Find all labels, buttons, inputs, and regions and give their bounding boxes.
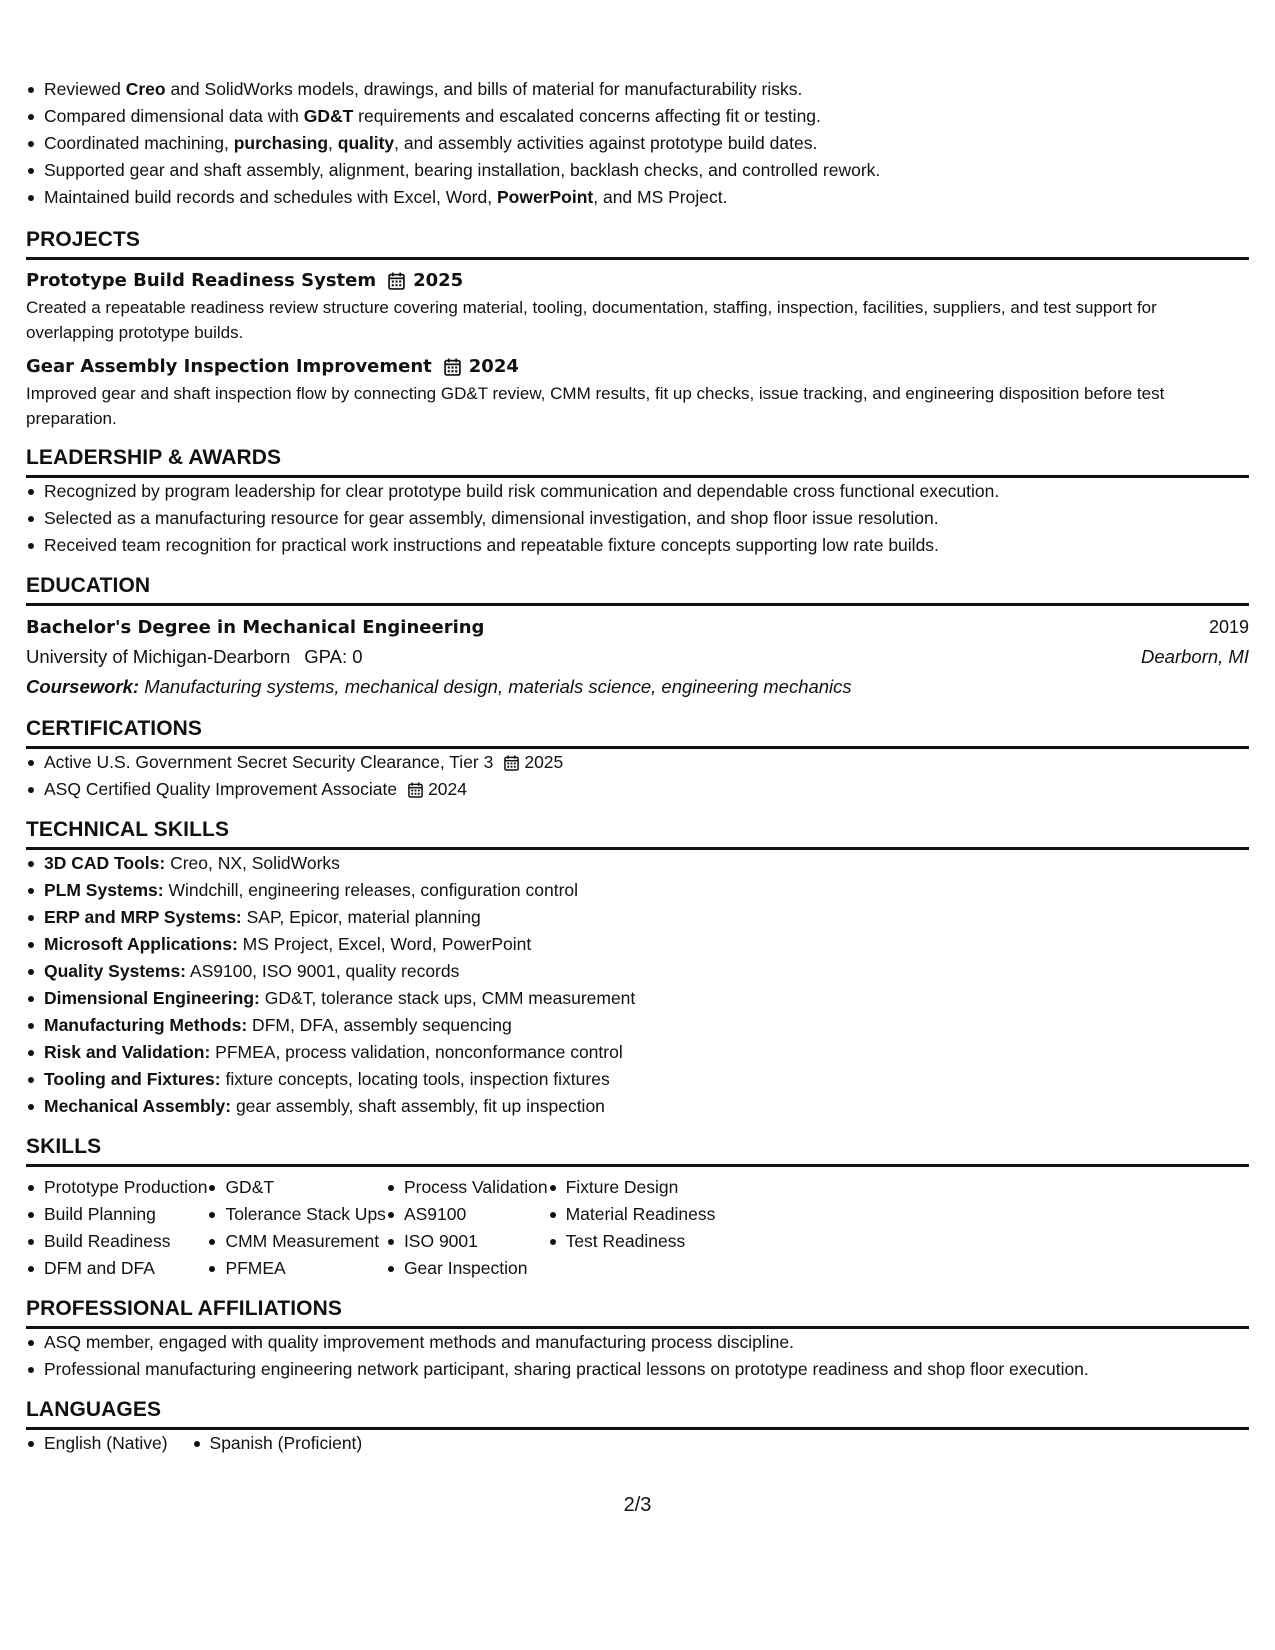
school-name: University of Michigan-Dearborn (26, 646, 291, 667)
resume-page (26, 76, 1249, 1457)
skills-grid (26, 1174, 1249, 1282)
certification-name: ASQ Certified Quality Improvement Associate (44, 779, 398, 799)
section-title-certifications: CERTIFICATIONS (26, 716, 1249, 749)
list-item: ERP and MRP Systems: SAP, Epicor, material planning (26, 904, 1249, 931)
technical-skills-list (26, 850, 1249, 1120)
section-title-leadership: LEADERSHIP & AWARDS (26, 445, 1249, 478)
list-item: Fixture Design (548, 1174, 716, 1201)
list-item: Reviewed Creo and SolidWorks models, drawings, and bills of material for manufacturability risks. (26, 76, 1249, 103)
list-item: Maintained build records and schedules with Excel, Word, PowerPoint, and MS Project. (26, 184, 1249, 211)
experience-bullets (26, 76, 1249, 211)
school-location: Dearborn, MI (1141, 646, 1249, 667)
project-description: Created a repeatable readiness review structure covering material, tooling, documentation, staffing, inspection, facilities, suppliers, and test support for overlapping prototype builds. (26, 298, 1157, 342)
list-item: Recognized by program leadership for clear prototype build risk communication and dependable cross functional execution. (26, 478, 1249, 505)
list-item: Professional manufacturing engineering network participant, sharing practical lessons on prototype readiness and shop floor execution. (26, 1356, 1249, 1383)
list-item: Selected as a manufacturing resource for gear assembly, dimensional investigation, and shop floor issue resolution. (26, 505, 1249, 532)
list-item: PFMEA (207, 1255, 386, 1282)
list-item: Process Validation (386, 1174, 548, 1201)
project-header (26, 267, 1249, 295)
project-description: Improved gear and shaft inspection flow by connecting GD&T review, CMM results, fit up checks, issue tracking, and engineering disposition before test preparation. (26, 384, 1165, 428)
list-item: Received team recognition for practical work instructions and repeatable fixture concepts supporting low rate builds. (26, 532, 1249, 559)
list-item: Tolerance Stack Ups (207, 1201, 386, 1228)
project-year: 2025 (413, 270, 464, 291)
list-item: Tooling and Fixtures: fixture concepts, locating tools, inspection fixtures (26, 1066, 1249, 1093)
section-title-affiliations: PROFESSIONAL AFFILIATIONS (26, 1296, 1249, 1329)
education-section (26, 613, 1249, 702)
list-item: Microsoft Applications: MS Project, Excel, Word, PowerPoint (26, 931, 1249, 958)
skills-column (26, 1174, 207, 1282)
certifications-list (26, 749, 1249, 803)
list-item: Dimensional Engineering: GD&T, tolerance stack ups, CMM measurement (26, 985, 1249, 1012)
affiliations-list (26, 1329, 1249, 1383)
list-item: DFM and DFA (26, 1255, 207, 1282)
list-item: Material Readiness (548, 1201, 716, 1228)
languages-list (26, 1430, 1249, 1457)
section-title-projects: PROJECTS (26, 227, 1249, 260)
calendar-icon (504, 755, 519, 771)
list-item (26, 749, 1249, 776)
list-item: 3D CAD Tools: Creo, NX, SolidWorks (26, 850, 1249, 877)
coursework (26, 671, 1249, 702)
certification-year: 2025 (524, 752, 564, 772)
list-item: Build Readiness (26, 1228, 207, 1255)
list-item: CMM Measurement (207, 1228, 386, 1255)
project-name: Gear Assembly Inspection Improvement (26, 356, 432, 377)
list-item: Compared dimensional data with GD&T requirements and escalated concerns affecting fit or testing. (26, 103, 1249, 130)
education-row-school (26, 642, 1249, 671)
calendar-icon (444, 358, 461, 376)
list-item: PLM Systems: Windchill, engineering releases, configuration control (26, 877, 1249, 904)
list-item: Test Readiness (548, 1228, 716, 1255)
education-row-degree (26, 613, 1249, 642)
leadership-list (26, 478, 1249, 559)
list-item: AS9100 (386, 1201, 548, 1228)
coursework-label: Coursework: (26, 676, 140, 697)
projects-section (26, 267, 1249, 431)
list-item: Gear Inspection (386, 1255, 548, 1282)
section-title-languages: LANGUAGES (26, 1397, 1249, 1430)
section-title-technical-skills: TECHNICAL SKILLS (26, 817, 1249, 850)
list-item: GD&T (207, 1174, 386, 1201)
list-item: Quality Systems: AS9100, ISO 9001, quality records (26, 958, 1249, 985)
section-title-education: EDUCATION (26, 573, 1249, 606)
list-item: Coordinated machining, purchasing, quality, and assembly activities against prototype build dates. (26, 130, 1249, 157)
list-item (26, 776, 1249, 803)
skills-column (548, 1174, 716, 1282)
project-item (26, 267, 1249, 345)
calendar-icon (408, 782, 423, 798)
project-header (26, 353, 1249, 381)
section-title-skills: SKILLS (26, 1134, 1249, 1167)
calendar-icon (388, 272, 405, 290)
list-item: Prototype Production (26, 1174, 207, 1201)
project-item (26, 353, 1249, 431)
gpa: GPA: 0 (304, 646, 363, 667)
skills-column (207, 1174, 386, 1282)
list-item: Build Planning (26, 1201, 207, 1228)
list-item: Spanish (Proficient) (192, 1430, 363, 1457)
list-item: ISO 9001 (386, 1228, 548, 1255)
degree-name: Bachelor's Degree in Mechanical Engineering (26, 617, 485, 638)
page-number: 2/3 (623, 1494, 652, 1516)
school-line (26, 642, 363, 671)
list-item: Risk and Validation: PFMEA, process validation, nonconformance control (26, 1039, 1249, 1066)
project-name: Prototype Build Readiness System (26, 270, 377, 291)
graduation-year: 2019 (1208, 617, 1249, 637)
certification-year: 2024 (428, 779, 467, 799)
coursework-text: Manufacturing systems, mechanical design, materials science, engineering mechanics (139, 676, 852, 697)
list-item: Mechanical Assembly: gear assembly, shaft assembly, fit up inspection (26, 1093, 1249, 1120)
list-item: Manufacturing Methods: DFM, DFA, assembly sequencing (26, 1012, 1249, 1039)
certification-name: Active U.S. Government Secret Security Clearance, Tier 3 (44, 752, 494, 772)
list-item: Supported gear and shaft assembly, alignment, bearing installation, backlash checks, and controlled rework. (26, 157, 1249, 184)
list-item: English (Native) (26, 1430, 168, 1457)
skills-column (386, 1174, 548, 1282)
project-year: 2024 (468, 356, 519, 377)
list-item: ASQ member, engaged with quality improvement methods and manufacturing process discipline. (26, 1329, 1249, 1356)
